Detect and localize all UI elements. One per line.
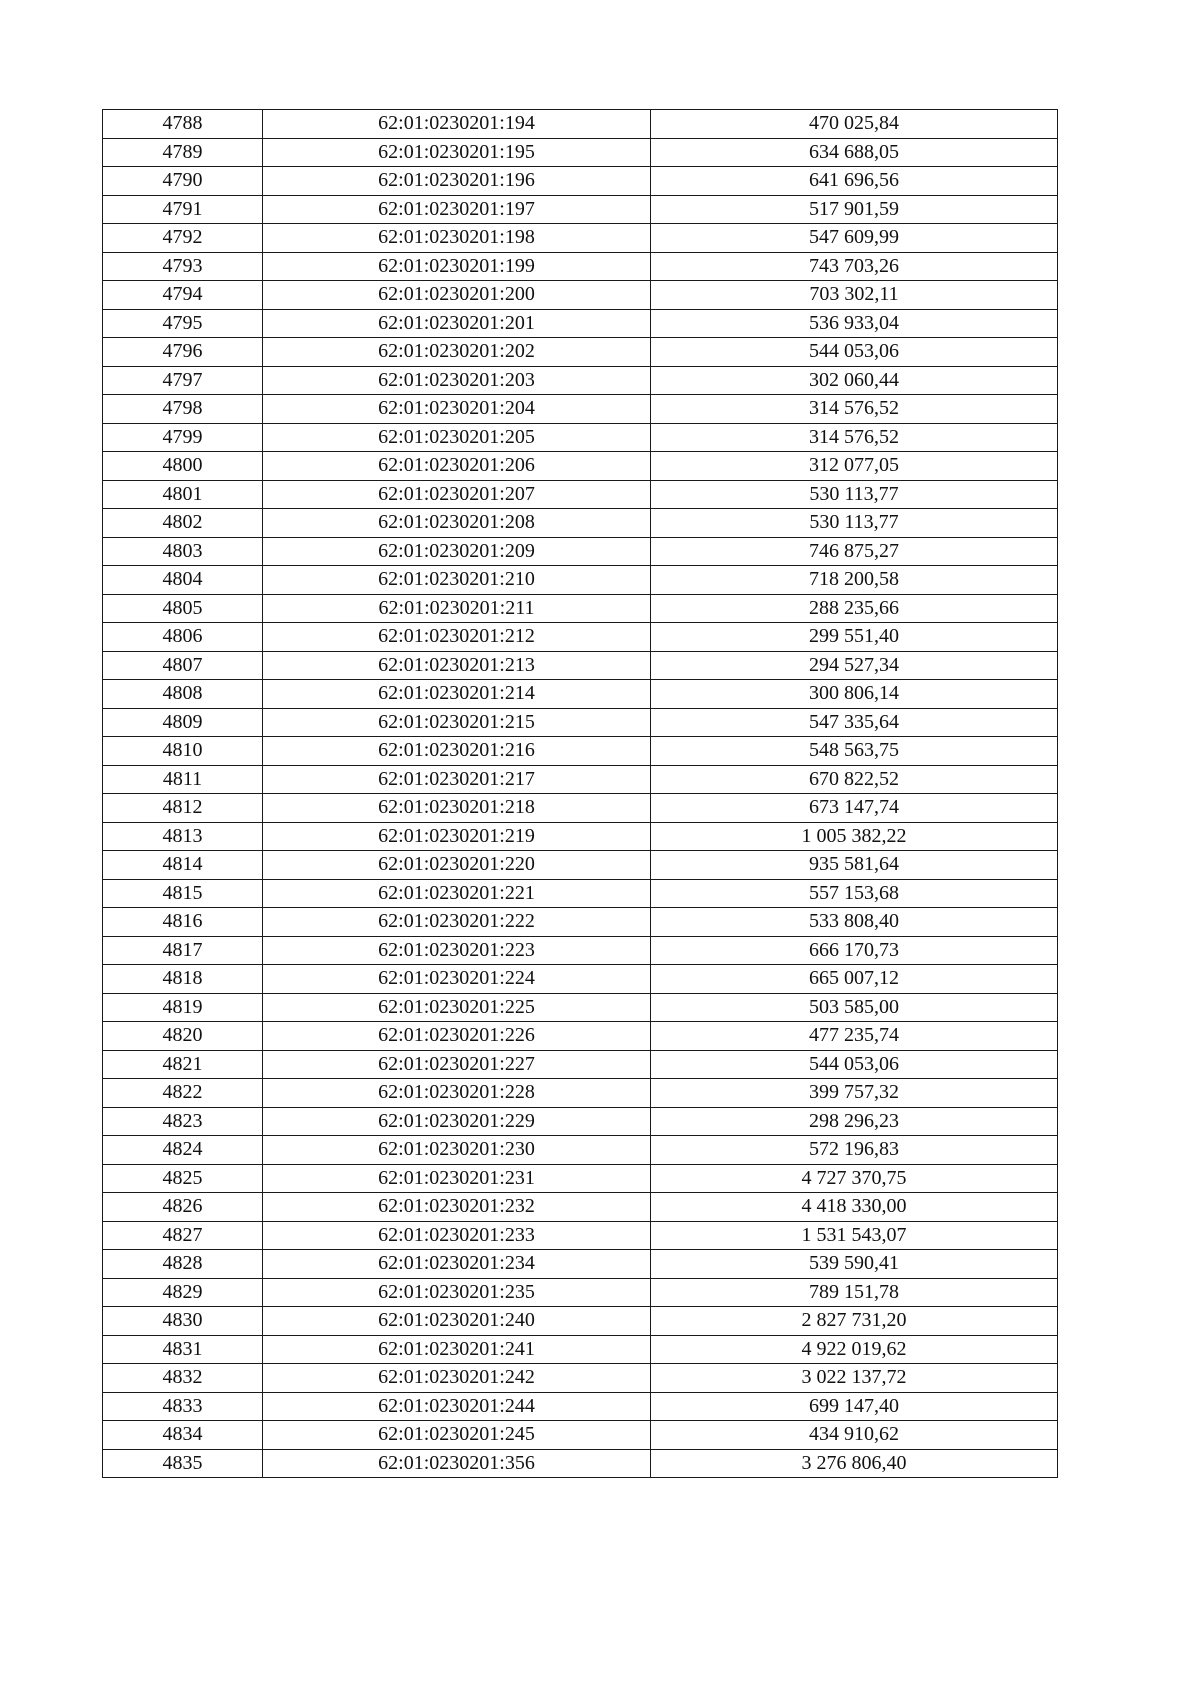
row-number-cell: 4791 xyxy=(103,195,263,224)
cadastral-number-cell: 62:01:0230201:240 xyxy=(263,1307,651,1336)
cadastral-value-cell: 1 005 382,22 xyxy=(651,822,1058,851)
cadastral-number-cell: 62:01:0230201:204 xyxy=(263,395,651,424)
cadastral-value-cell: 399 757,32 xyxy=(651,1079,1058,1108)
cadastral-value-table xyxy=(102,109,1058,1478)
table-row xyxy=(103,195,1058,224)
table-row xyxy=(103,110,1058,139)
table-row xyxy=(103,1335,1058,1364)
row-number-cell: 4827 xyxy=(103,1221,263,1250)
row-number-cell: 4788 xyxy=(103,110,263,139)
table-row xyxy=(103,138,1058,167)
cadastral-value-cell: 743 703,26 xyxy=(651,252,1058,281)
cadastral-value-cell: 300 806,14 xyxy=(651,680,1058,709)
row-number-cell: 4803 xyxy=(103,537,263,566)
table-row xyxy=(103,737,1058,766)
cadastral-value-cell: 302 060,44 xyxy=(651,366,1058,395)
row-number-cell: 4821 xyxy=(103,1050,263,1079)
row-number-cell: 4795 xyxy=(103,309,263,338)
cadastral-number-cell: 62:01:0230201:205 xyxy=(263,423,651,452)
row-number-cell: 4824 xyxy=(103,1136,263,1165)
row-number-cell: 4822 xyxy=(103,1079,263,1108)
cadastral-number-cell: 62:01:0230201:202 xyxy=(263,338,651,367)
table-row xyxy=(103,452,1058,481)
table-row xyxy=(103,993,1058,1022)
cadastral-number-cell: 62:01:0230201:198 xyxy=(263,224,651,253)
table-body xyxy=(103,110,1058,1478)
table-row xyxy=(103,1449,1058,1478)
row-number-cell: 4826 xyxy=(103,1193,263,1222)
cadastral-value-cell: 3 022 137,72 xyxy=(651,1364,1058,1393)
cadastral-value-cell: 299 551,40 xyxy=(651,623,1058,652)
cadastral-value-cell: 789 151,78 xyxy=(651,1278,1058,1307)
cadastral-value-cell: 470 025,84 xyxy=(651,110,1058,139)
row-number-cell: 4799 xyxy=(103,423,263,452)
cadastral-value-cell: 673 147,74 xyxy=(651,794,1058,823)
row-number-cell: 4831 xyxy=(103,1335,263,1364)
row-number-cell: 4802 xyxy=(103,509,263,538)
cadastral-number-cell: 62:01:0230201:245 xyxy=(263,1421,651,1450)
cadastral-number-cell: 62:01:0230201:221 xyxy=(263,879,651,908)
cadastral-value-cell: 4 922 019,62 xyxy=(651,1335,1058,1364)
row-number-cell: 4797 xyxy=(103,366,263,395)
cadastral-number-cell: 62:01:0230201:233 xyxy=(263,1221,651,1250)
table-row xyxy=(103,1364,1058,1393)
table-row xyxy=(103,708,1058,737)
cadastral-value-cell: 434 910,62 xyxy=(651,1421,1058,1450)
cadastral-value-cell: 634 688,05 xyxy=(651,138,1058,167)
table-row xyxy=(103,1221,1058,1250)
row-number-cell: 4817 xyxy=(103,936,263,965)
row-number-cell: 4833 xyxy=(103,1392,263,1421)
table-row xyxy=(103,252,1058,281)
table-row xyxy=(103,281,1058,310)
cadastral-value-cell: 544 053,06 xyxy=(651,338,1058,367)
row-number-cell: 4801 xyxy=(103,480,263,509)
cadastral-value-cell: 557 153,68 xyxy=(651,879,1058,908)
cadastral-number-cell: 62:01:0230201:197 xyxy=(263,195,651,224)
table-row xyxy=(103,309,1058,338)
row-number-cell: 4816 xyxy=(103,908,263,937)
row-number-cell: 4800 xyxy=(103,452,263,481)
cadastral-value-cell: 2 827 731,20 xyxy=(651,1307,1058,1336)
table-row xyxy=(103,822,1058,851)
cadastral-number-cell: 62:01:0230201:227 xyxy=(263,1050,651,1079)
table-row xyxy=(103,794,1058,823)
row-number-cell: 4834 xyxy=(103,1421,263,1450)
cadastral-number-cell: 62:01:0230201:225 xyxy=(263,993,651,1022)
cadastral-number-cell: 62:01:0230201:229 xyxy=(263,1107,651,1136)
cadastral-value-cell: 699 147,40 xyxy=(651,1392,1058,1421)
table-row xyxy=(103,851,1058,880)
table-row xyxy=(103,1193,1058,1222)
cadastral-number-cell: 62:01:0230201:215 xyxy=(263,708,651,737)
table-row xyxy=(103,1307,1058,1336)
cadastral-value-cell: 314 576,52 xyxy=(651,395,1058,424)
cadastral-value-cell: 503 585,00 xyxy=(651,993,1058,1022)
row-number-cell: 4806 xyxy=(103,623,263,652)
table-row xyxy=(103,651,1058,680)
table-row xyxy=(103,167,1058,196)
table-row xyxy=(103,1107,1058,1136)
cadastral-value-cell: 294 527,34 xyxy=(651,651,1058,680)
cadastral-value-cell: 517 901,59 xyxy=(651,195,1058,224)
table-row xyxy=(103,908,1058,937)
cadastral-value-cell: 539 590,41 xyxy=(651,1250,1058,1279)
cadastral-number-cell: 62:01:0230201:223 xyxy=(263,936,651,965)
table-row xyxy=(103,623,1058,652)
table-row xyxy=(103,1136,1058,1165)
cadastral-value-cell: 536 933,04 xyxy=(651,309,1058,338)
cadastral-number-cell: 62:01:0230201:211 xyxy=(263,594,651,623)
cadastral-value-cell: 935 581,64 xyxy=(651,851,1058,880)
cadastral-number-cell: 62:01:0230201:218 xyxy=(263,794,651,823)
cadastral-number-cell: 62:01:0230201:356 xyxy=(263,1449,651,1478)
table-row xyxy=(103,566,1058,595)
table-row xyxy=(103,395,1058,424)
row-number-cell: 4825 xyxy=(103,1164,263,1193)
cadastral-value-cell: 312 077,05 xyxy=(651,452,1058,481)
table-row xyxy=(103,1022,1058,1051)
cadastral-value-cell: 547 609,99 xyxy=(651,224,1058,253)
row-number-cell: 4807 xyxy=(103,651,263,680)
cadastral-number-cell: 62:01:0230201:220 xyxy=(263,851,651,880)
table-row xyxy=(103,936,1058,965)
table-row xyxy=(103,224,1058,253)
cadastral-number-cell: 62:01:0230201:226 xyxy=(263,1022,651,1051)
cadastral-number-cell: 62:01:0230201:196 xyxy=(263,167,651,196)
cadastral-value-cell: 4 727 370,75 xyxy=(651,1164,1058,1193)
row-number-cell: 4815 xyxy=(103,879,263,908)
cadastral-value-cell: 703 302,11 xyxy=(651,281,1058,310)
cadastral-value-cell: 530 113,77 xyxy=(651,509,1058,538)
row-number-cell: 4805 xyxy=(103,594,263,623)
cadastral-value-cell: 547 335,64 xyxy=(651,708,1058,737)
table-row xyxy=(103,965,1058,994)
cadastral-value-cell: 548 563,75 xyxy=(651,737,1058,766)
row-number-cell: 4829 xyxy=(103,1278,263,1307)
row-number-cell: 4828 xyxy=(103,1250,263,1279)
cadastral-number-cell: 62:01:0230201:232 xyxy=(263,1193,651,1222)
table-row xyxy=(103,1392,1058,1421)
cadastral-number-cell: 62:01:0230201:214 xyxy=(263,680,651,709)
cadastral-number-cell: 62:01:0230201:195 xyxy=(263,138,651,167)
table-row xyxy=(103,1250,1058,1279)
cadastral-number-cell: 62:01:0230201:234 xyxy=(263,1250,651,1279)
row-number-cell: 4793 xyxy=(103,252,263,281)
cadastral-value-cell: 288 235,66 xyxy=(651,594,1058,623)
cadastral-value-cell: 572 196,83 xyxy=(651,1136,1058,1165)
table-row xyxy=(103,509,1058,538)
table-row xyxy=(103,537,1058,566)
row-number-cell: 4835 xyxy=(103,1449,263,1478)
cadastral-number-cell: 62:01:0230201:230 xyxy=(263,1136,651,1165)
row-number-cell: 4823 xyxy=(103,1107,263,1136)
row-number-cell: 4796 xyxy=(103,338,263,367)
table-row xyxy=(103,1278,1058,1307)
cadastral-value-cell: 4 418 330,00 xyxy=(651,1193,1058,1222)
row-number-cell: 4808 xyxy=(103,680,263,709)
cadastral-value-cell: 477 235,74 xyxy=(651,1022,1058,1051)
row-number-cell: 4820 xyxy=(103,1022,263,1051)
cadastral-value-cell: 1 531 543,07 xyxy=(651,1221,1058,1250)
row-number-cell: 4812 xyxy=(103,794,263,823)
table-row xyxy=(103,423,1058,452)
table-row xyxy=(103,1164,1058,1193)
cadastral-value-cell: 666 170,73 xyxy=(651,936,1058,965)
cadastral-value-cell: 3 276 806,40 xyxy=(651,1449,1058,1478)
cadastral-number-cell: 62:01:0230201:194 xyxy=(263,110,651,139)
cadastral-number-cell: 62:01:0230201:244 xyxy=(263,1392,651,1421)
cadastral-number-cell: 62:01:0230201:208 xyxy=(263,509,651,538)
cadastral-value-cell: 544 053,06 xyxy=(651,1050,1058,1079)
cadastral-number-cell: 62:01:0230201:217 xyxy=(263,765,651,794)
table-row xyxy=(103,366,1058,395)
row-number-cell: 4792 xyxy=(103,224,263,253)
cadastral-number-cell: 62:01:0230201:199 xyxy=(263,252,651,281)
row-number-cell: 4798 xyxy=(103,395,263,424)
row-number-cell: 4818 xyxy=(103,965,263,994)
row-number-cell: 4813 xyxy=(103,822,263,851)
cadastral-number-cell: 62:01:0230201:213 xyxy=(263,651,651,680)
row-number-cell: 4794 xyxy=(103,281,263,310)
cadastral-number-cell: 62:01:0230201:210 xyxy=(263,566,651,595)
row-number-cell: 4804 xyxy=(103,566,263,595)
cadastral-number-cell: 62:01:0230201:231 xyxy=(263,1164,651,1193)
cadastral-value-cell: 641 696,56 xyxy=(651,167,1058,196)
cadastral-value-cell: 530 113,77 xyxy=(651,480,1058,509)
row-number-cell: 4819 xyxy=(103,993,263,1022)
cadastral-value-cell: 670 822,52 xyxy=(651,765,1058,794)
row-number-cell: 4811 xyxy=(103,765,263,794)
cadastral-number-cell: 62:01:0230201:203 xyxy=(263,366,651,395)
row-number-cell: 4814 xyxy=(103,851,263,880)
cadastral-number-cell: 62:01:0230201:219 xyxy=(263,822,651,851)
cadastral-value-cell: 298 296,23 xyxy=(651,1107,1058,1136)
cadastral-value-cell: 746 875,27 xyxy=(651,537,1058,566)
table-row xyxy=(103,338,1058,367)
cadastral-value-cell: 533 808,40 xyxy=(651,908,1058,937)
row-number-cell: 4790 xyxy=(103,167,263,196)
cadastral-number-cell: 62:01:0230201:206 xyxy=(263,452,651,481)
cadastral-value-cell: 314 576,52 xyxy=(651,423,1058,452)
table-row xyxy=(103,765,1058,794)
cadastral-number-cell: 62:01:0230201:228 xyxy=(263,1079,651,1108)
cadastral-number-cell: 62:01:0230201:209 xyxy=(263,537,651,566)
row-number-cell: 4832 xyxy=(103,1364,263,1393)
cadastral-value-cell: 718 200,58 xyxy=(651,566,1058,595)
cadastral-number-cell: 62:01:0230201:200 xyxy=(263,281,651,310)
cadastral-number-cell: 62:01:0230201:242 xyxy=(263,1364,651,1393)
table-row xyxy=(103,1050,1058,1079)
table-row xyxy=(103,680,1058,709)
row-number-cell: 4810 xyxy=(103,737,263,766)
cadastral-number-cell: 62:01:0230201:201 xyxy=(263,309,651,338)
row-number-cell: 4830 xyxy=(103,1307,263,1336)
table-row xyxy=(103,480,1058,509)
table-row xyxy=(103,594,1058,623)
cadastral-number-cell: 62:01:0230201:241 xyxy=(263,1335,651,1364)
table-row xyxy=(103,1079,1058,1108)
cadastral-number-cell: 62:01:0230201:222 xyxy=(263,908,651,937)
cadastral-number-cell: 62:01:0230201:212 xyxy=(263,623,651,652)
row-number-cell: 4789 xyxy=(103,138,263,167)
table-row xyxy=(103,1421,1058,1450)
cadastral-number-cell: 62:01:0230201:235 xyxy=(263,1278,651,1307)
cadastral-number-cell: 62:01:0230201:207 xyxy=(263,480,651,509)
cadastral-number-cell: 62:01:0230201:216 xyxy=(263,737,651,766)
row-number-cell: 4809 xyxy=(103,708,263,737)
cadastral-number-cell: 62:01:0230201:224 xyxy=(263,965,651,994)
cadastral-value-cell: 665 007,12 xyxy=(651,965,1058,994)
table-row xyxy=(103,879,1058,908)
